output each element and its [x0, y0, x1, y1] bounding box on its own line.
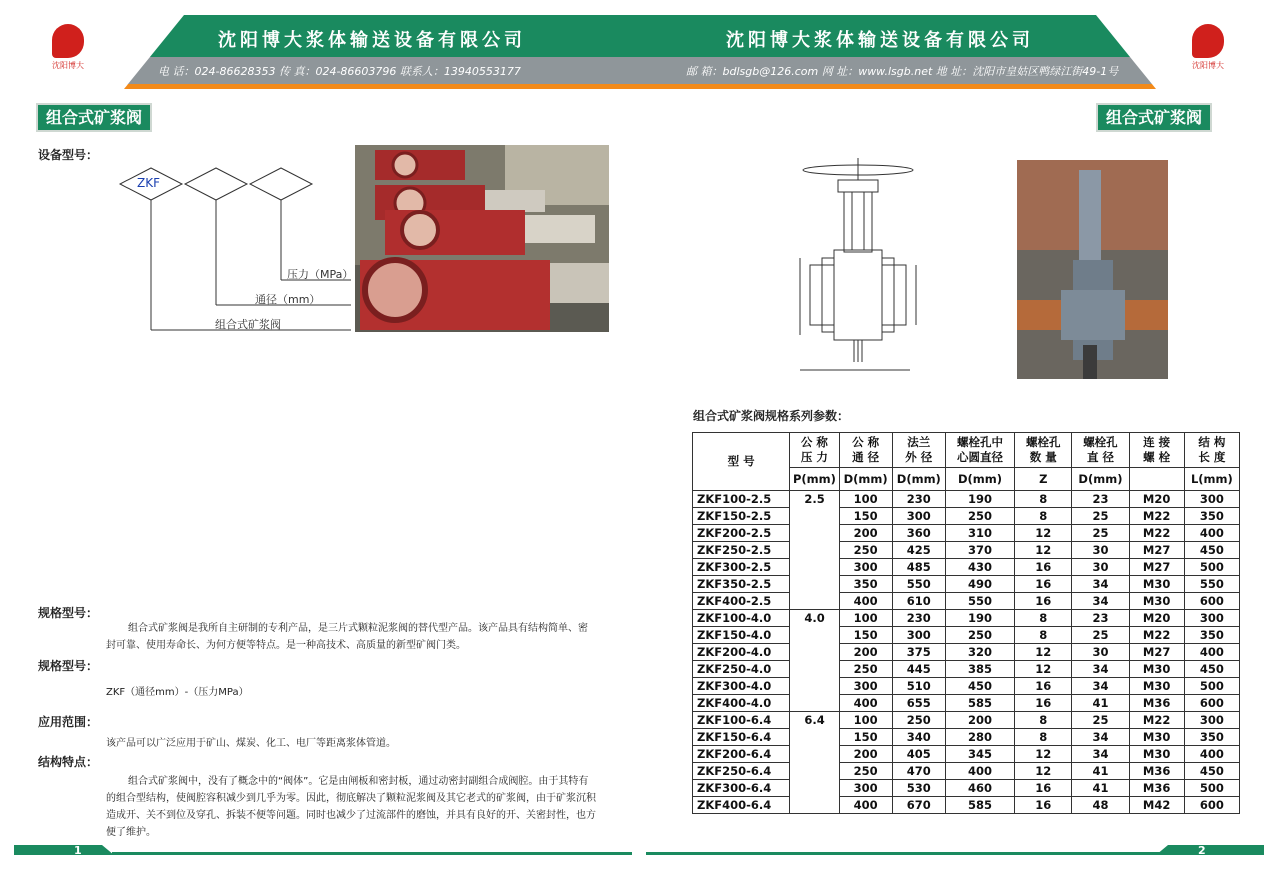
table-cell: 550 [945, 593, 1014, 610]
table-cell: 600 [1184, 593, 1239, 610]
table-cell-model: ZKF250-4.0 [693, 661, 790, 678]
table-cell-model: ZKF150-2.5 [693, 508, 790, 525]
table-cell-model: ZKF100-6.4 [693, 712, 790, 729]
spec-model-label-1: 规格型号： [38, 606, 99, 620]
table-cell: M30 [1129, 661, 1184, 678]
table-row [693, 797, 1240, 814]
application-text: 该产品可以广泛应用于矿山、煤炭、化工、电厂等距离浆体管道。 [106, 738, 396, 749]
table-unit: D(mm) [892, 468, 945, 491]
table-cell: 190 [945, 491, 1014, 508]
table-unit: D(mm) [945, 468, 1014, 491]
flame-icon [1192, 24, 1224, 58]
table-row [693, 712, 1240, 729]
table-cell: 12 [1015, 661, 1072, 678]
table-row [693, 559, 1240, 576]
table-row [693, 746, 1240, 763]
table-cell: 8 [1015, 729, 1072, 746]
table-cell: M22 [1129, 712, 1184, 729]
table-cell: M22 [1129, 525, 1184, 542]
table-cell: M36 [1129, 763, 1184, 780]
table-cell: 655 [892, 695, 945, 712]
table-cell-model: ZKF150-4.0 [693, 627, 790, 644]
table-cell: 450 [945, 678, 1014, 695]
table-cell: M30 [1129, 593, 1184, 610]
table-cell: 350 [1184, 627, 1239, 644]
table-cell: 23 [1072, 610, 1129, 627]
footer-tab-left [14, 843, 124, 857]
page-title-left: 组合式矿浆阀 [36, 103, 152, 132]
table-cell: 460 [945, 780, 1014, 797]
table-cell: 100 [839, 491, 892, 508]
table-cell: M22 [1129, 627, 1184, 644]
table-row [693, 729, 1240, 746]
table-cell: 300 [1184, 610, 1239, 627]
table-cell: 400 [839, 695, 892, 712]
table-cell-model: ZKF200-4.0 [693, 644, 790, 661]
table-cell: 340 [892, 729, 945, 746]
table-header: 公 称 压 力 [790, 433, 839, 468]
model-prefix: ZKF [137, 176, 160, 190]
valves-photo [355, 145, 609, 332]
header-orange-line [14, 84, 1264, 89]
table-cell: M30 [1129, 678, 1184, 695]
table-cell: 300 [839, 678, 892, 695]
table-cell-model: ZKF100-2.5 [693, 491, 790, 508]
table-cell: 300 [1184, 712, 1239, 729]
table-cell: 350 [1184, 508, 1239, 525]
table-row [693, 610, 1240, 627]
table-cell: 30 [1072, 542, 1129, 559]
table-cell: 400 [839, 593, 892, 610]
table-cell: 450 [1184, 763, 1239, 780]
table-cell-model: ZKF100-4.0 [693, 610, 790, 627]
company-logo-left: 沈阳博大 [38, 16, 98, 76]
table-cell-pressure: 2.5 [790, 491, 839, 610]
table-cell: 430 [945, 559, 1014, 576]
table-header: 结 构 长 度 [1184, 433, 1239, 468]
table-cell-pressure: 4.0 [790, 610, 839, 712]
table-cell: 230 [892, 491, 945, 508]
table-cell: 345 [945, 746, 1014, 763]
table-cell: 250 [839, 763, 892, 780]
table-cell: 25 [1072, 525, 1129, 542]
table-cell: 25 [1072, 627, 1129, 644]
table-cell: 500 [1184, 780, 1239, 797]
table-cell: 12 [1015, 542, 1072, 559]
installed-valve-illustration [1017, 160, 1168, 379]
table-header: 螺栓孔 数 量 [1015, 433, 1072, 468]
table-cell: 375 [892, 644, 945, 661]
table-cell: 280 [945, 729, 1014, 746]
table-cell-model: ZKF400-2.5 [693, 593, 790, 610]
table-row [693, 661, 1240, 678]
table-cell: 300 [839, 559, 892, 576]
table-cell: 500 [1184, 559, 1239, 576]
model-label-bore: 通径（mm） [255, 293, 321, 306]
table-row [693, 627, 1240, 644]
equipment-model-label: 设备型号： [38, 148, 99, 162]
table-cell: 16 [1015, 576, 1072, 593]
application-label: 应用范围： [38, 715, 99, 729]
table-cell: 400 [945, 763, 1014, 780]
table-cell: 360 [892, 525, 945, 542]
table-row [693, 780, 1240, 797]
page-title-right: 组合式矿浆阀 [1096, 103, 1212, 132]
table-cell-model: ZKF400-6.4 [693, 797, 790, 814]
table-row [693, 695, 1240, 712]
table-cell: M20 [1129, 610, 1184, 627]
table-row [693, 542, 1240, 559]
table-cell: 350 [839, 576, 892, 593]
table-cell: 320 [945, 644, 1014, 661]
table-cell-model: ZKF300-2.5 [693, 559, 790, 576]
table-cell-model: ZKF400-4.0 [693, 695, 790, 712]
table-cell: 250 [839, 661, 892, 678]
table-cell: 25 [1072, 508, 1129, 525]
table-cell: 8 [1015, 712, 1072, 729]
table-unit [1129, 468, 1184, 491]
table-cell: 530 [892, 780, 945, 797]
valve-technical-drawing [770, 150, 930, 382]
table-cell: 385 [945, 661, 1014, 678]
table-cell: 34 [1072, 746, 1129, 763]
table-cell: 400 [1184, 644, 1239, 661]
table-cell: 23 [1072, 491, 1129, 508]
table-cell: M27 [1129, 559, 1184, 576]
table-cell-pressure: 6.4 [790, 712, 839, 814]
table-body [693, 491, 1240, 814]
table-cell: 16 [1015, 695, 1072, 712]
spec-table [692, 432, 1240, 814]
table-cell: 34 [1072, 678, 1129, 695]
table-unit: D(mm) [839, 468, 892, 491]
table-cell: 150 [839, 508, 892, 525]
table-cell: M30 [1129, 746, 1184, 763]
table-row [693, 508, 1240, 525]
table-cell: 41 [1072, 695, 1129, 712]
table-cell: 600 [1184, 797, 1239, 814]
model-label-valve: 组合式矿浆阀 [215, 318, 281, 331]
table-cell: 200 [839, 525, 892, 542]
table-cell: 670 [892, 797, 945, 814]
table-row [693, 678, 1240, 695]
table-cell: 310 [945, 525, 1014, 542]
table-cell: M30 [1129, 576, 1184, 593]
table-cell: 300 [892, 627, 945, 644]
table-cell: 550 [892, 576, 945, 593]
contact-info-left: 电 话：024-86628353 传 真：024-86603796 联系人：13940553177 [158, 65, 521, 78]
table-header-row [693, 433, 1240, 468]
table-cell: 16 [1015, 593, 1072, 610]
table-cell-model: ZKF200-6.4 [693, 746, 790, 763]
table-cell: 34 [1072, 593, 1129, 610]
flame-icon [52, 24, 84, 58]
table-cell: 425 [892, 542, 945, 559]
table-header: 法兰 外 径 [892, 433, 945, 468]
table-cell: 34 [1072, 576, 1129, 593]
table-cell: 610 [892, 593, 945, 610]
footer-tab-right [1156, 843, 1266, 857]
table-cell: 350 [1184, 729, 1239, 746]
table-cell: 370 [945, 542, 1014, 559]
table-unit: P(mm) [790, 468, 839, 491]
company-logo-right: 沈阳博大 [1178, 16, 1238, 76]
model-label-pressure: 压力（MPa） [287, 268, 354, 281]
table-cell: 510 [892, 678, 945, 695]
spec-description: 组合式矿浆阀是我所自主研制的专利产品，是三片式颗粒泥浆阀的替代型产品。该产品具有结构简单、密封可靠、使用寿命长、为何方便等特点。是一种高技术、高质量的新型矿阀门类。 [106, 623, 588, 651]
table-cell: 12 [1015, 644, 1072, 661]
table-cell-model: ZKF350-2.5 [693, 576, 790, 593]
valves-illustration [355, 145, 609, 332]
table-cell: 190 [945, 610, 1014, 627]
table-cell: 100 [839, 712, 892, 729]
page-number-left: 1 [74, 844, 82, 857]
table-cell: 34 [1072, 729, 1129, 746]
header-green-band [14, 15, 1264, 57]
table-cell: 400 [1184, 746, 1239, 763]
table-cell: 48 [1072, 797, 1129, 814]
table-cell: 30 [1072, 644, 1129, 661]
footer-line-right [646, 852, 1166, 855]
table-header: 型 号 [693, 433, 790, 491]
table-unit: D(mm) [1072, 468, 1129, 491]
table-cell: 300 [1184, 491, 1239, 508]
table-caption: 组合式矿浆阀规格系列参数： [693, 409, 850, 423]
table-cell: 12 [1015, 763, 1072, 780]
table-cell: 585 [945, 797, 1014, 814]
table-cell-model: ZKF200-2.5 [693, 525, 790, 542]
spec-format: ZKF（通径mm）-（压力MPa） [106, 687, 249, 698]
table-cell-model: ZKF300-4.0 [693, 678, 790, 695]
table-row [693, 576, 1240, 593]
table-row [693, 525, 1240, 542]
table-header: 螺栓孔 直 径 [1072, 433, 1129, 468]
table-cell: 485 [892, 559, 945, 576]
table-row [693, 763, 1240, 780]
structure-text: 组合式矿浆阀中，没有了概念中的“阀体”。它是由闸板和密封板，通过动密封副组合成阀腔。由于其特有的组合型结构，使阀腔容积减少到几乎为零。因此，彻底解决了颗粒泥浆阀及其它老式的矿浆阀，由于矿浆沉积造成开、关不到位及穿孔、拆装不便等问题。同时也减少了过流部件的磨蚀，并具有良好的开、关密封性，也方便了维护。 [106, 776, 596, 838]
table-cell: 300 [892, 508, 945, 525]
table-header: 连 接 螺 栓 [1129, 433, 1184, 468]
table-cell: 8 [1015, 610, 1072, 627]
table-cell: 450 [1184, 542, 1239, 559]
table-cell: 400 [839, 797, 892, 814]
table-cell: 12 [1015, 746, 1072, 763]
installed-valve-photo [1017, 160, 1168, 379]
table-header: 公 称 通 径 [839, 433, 892, 468]
table-row [693, 644, 1240, 661]
table-cell: M42 [1129, 797, 1184, 814]
table-cell: 30 [1072, 559, 1129, 576]
table-cell: 16 [1015, 678, 1072, 695]
table-cell: 100 [839, 610, 892, 627]
table-cell-model: ZKF150-6.4 [693, 729, 790, 746]
company-name-left: 沈阳博大浆体输送设备有限公司 [218, 30, 526, 51]
contact-info-right: 邮 箱：bdlsgb@126.com 网 址：www.lsgb.net 地 址：沈阳市皇姑区鸭绿江街49-1号 [686, 65, 1119, 78]
table-unit: Z [1015, 468, 1072, 491]
table-cell: 41 [1072, 780, 1129, 797]
table-cell: 470 [892, 763, 945, 780]
table-cell: 445 [892, 661, 945, 678]
table-cell: 450 [1184, 661, 1239, 678]
table-cell: 16 [1015, 559, 1072, 576]
table-cell: 585 [945, 695, 1014, 712]
table-cell: M36 [1129, 780, 1184, 797]
table-unit: L(mm) [1184, 468, 1239, 491]
table-cell: 500 [1184, 678, 1239, 695]
table-cell: M20 [1129, 491, 1184, 508]
table-cell: 8 [1015, 627, 1072, 644]
table-cell-model: ZKF250-6.4 [693, 763, 790, 780]
table-cell: 16 [1015, 780, 1072, 797]
table-cell: 16 [1015, 797, 1072, 814]
table-cell: 8 [1015, 491, 1072, 508]
table-cell: M27 [1129, 644, 1184, 661]
table-cell: 25 [1072, 712, 1129, 729]
table-cell: 250 [892, 712, 945, 729]
table-cell: 34 [1072, 661, 1129, 678]
table-cell: 230 [892, 610, 945, 627]
table-cell: 550 [1184, 576, 1239, 593]
table-cell: 8 [1015, 508, 1072, 525]
table-cell: 150 [839, 729, 892, 746]
table-cell: 600 [1184, 695, 1239, 712]
table-header: 螺栓孔中 心圆直径 [945, 433, 1014, 468]
table-cell: 41 [1072, 763, 1129, 780]
table-row [693, 491, 1240, 508]
spec-model-label-2: 规格型号： [38, 659, 99, 673]
structure-label: 结构特点： [38, 755, 99, 769]
table-cell: M36 [1129, 695, 1184, 712]
table-cell: M22 [1129, 508, 1184, 525]
table-cell: 250 [839, 542, 892, 559]
table-cell: 490 [945, 576, 1014, 593]
table-cell: 200 [839, 644, 892, 661]
table-cell: 250 [945, 627, 1014, 644]
table-cell-model: ZKF250-2.5 [693, 542, 790, 559]
table-cell: 150 [839, 627, 892, 644]
footer-line-left [112, 852, 632, 855]
table-row [693, 593, 1240, 610]
table-cell: M30 [1129, 729, 1184, 746]
table-cell: 200 [839, 746, 892, 763]
company-name-right: 沈阳博大浆体输送设备有限公司 [726, 30, 1034, 51]
table-cell-model: ZKF300-6.4 [693, 780, 790, 797]
table-cell: 12 [1015, 525, 1072, 542]
table-cell: 300 [839, 780, 892, 797]
page-number-right: 2 [1198, 844, 1206, 857]
table-cell: 405 [892, 746, 945, 763]
table-cell: M27 [1129, 542, 1184, 559]
table-cell: 400 [1184, 525, 1239, 542]
table-cell: 200 [945, 712, 1014, 729]
table-cell: 250 [945, 508, 1014, 525]
